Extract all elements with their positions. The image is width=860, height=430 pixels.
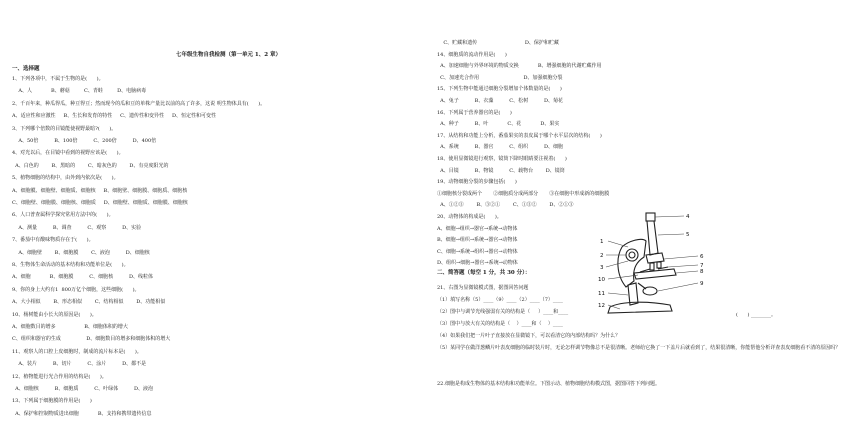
eyepiece-shape	[646, 213, 655, 221]
question-line: A、加速细胞与外界环境的物质交换 B、增强细胞的代谢贮藏作用	[437, 63, 602, 70]
diagram-label: 4	[686, 214, 690, 220]
question-line: 16、下列属于营养器官的是( )	[437, 109, 512, 116]
diagram-label: 2	[600, 253, 604, 259]
diagram-label: 7	[700, 263, 704, 269]
diagram-label: 6	[700, 254, 704, 260]
question-line: A、种子 B、叶 C、花 D、果实	[437, 121, 560, 128]
fine-knob-shape	[629, 252, 635, 258]
question-line: A、细胞数目的增多 B、细胞体积的增大	[12, 324, 128, 330]
question-line: 9、你的身上大约有1 800万亿个细胞，这些细胞( )。	[12, 286, 140, 293]
question-line: A、目镜 B、物镜 C、载物台 D、镜筒	[437, 167, 565, 174]
question-line: C、贮藏和遗传 D、保护和贮藏	[437, 40, 559, 46]
diagram-label: 5	[686, 232, 690, 238]
question-line: 22.细胞是构成生物体的基本结构和功能单位。下图示动、植物细胞结构模式图，据图回答下列问题。	[437, 381, 660, 387]
question-line: A、白色的 B、黑暗的 C、暗灰色的 D、有亮度阳光的	[12, 162, 169, 169]
question-line: 12、植物能进行光合作用的结构是( )。	[12, 373, 107, 380]
tube-shape	[647, 221, 658, 255]
diagram-label: 12	[598, 303, 605, 309]
arm-shape	[618, 239, 646, 287]
question-line: 2、千百年来，种瓜得瓜，种豆得豆；然而现今的瓜和豆的单株产量比以前的高了许多，这说 明生物体具有( )。	[12, 100, 266, 107]
question-line: 20、动物体的构成是( )。	[437, 214, 502, 220]
question-line: C、细胞壁、细胞膜、细胞核、细胞质 D、细胞壁、细胞质、细胞膜、细胞核	[12, 200, 188, 206]
question-line: C、加速光合作用 D、加强细胞分裂	[437, 74, 563, 81]
question-line: A、大小相似 B、形态相似 C、结构相似 D、功能相似	[12, 299, 166, 306]
question-line: 15、下列生物中能通过细胞分裂增加个体数量的是( )	[437, 86, 562, 93]
question-line: A、细胞核 B、细胞质 C、叶绿体 D、液泡	[12, 386, 153, 392]
question-line: B、细胞→组织→系统→器官→动物体	[437, 237, 518, 244]
microscope-diagram	[598, 211, 708, 321]
question-line: 1、下列各项中，不属于生物的是( )。	[12, 76, 104, 82]
section-heading-short-answer: 二、简答题（每空 1 分，共 30 分）：	[437, 270, 531, 276]
diagram-label: 11	[598, 291, 605, 297]
leader-line	[658, 234, 684, 235]
question-line: 5、植物细胞的结构中，由外到内依次是( )。	[12, 175, 119, 182]
question-line: （5）某同学在做洋葱鳞片叶表皮细胞的临时装片时，无论怎样调节物像总不是很清晰。老师给它换了一下盖片后就看到了，结果很清晰，你能帮他分析详查表皮细胞看不清的原因吗？	[437, 345, 841, 351]
question-line: 6、人口普查属科学探究常用方法中的( )。	[12, 212, 114, 219]
question-line: 4、对光以后，在目镜中看到的视野应该是( )。	[12, 150, 124, 157]
stage-shape	[634, 269, 676, 279]
leader-line	[664, 256, 698, 259]
question-line: 13、下列属于细胞膜的作用是( )	[12, 398, 92, 405]
question-line: A、系统 B、器官 C、组织 D、细胞	[437, 144, 563, 151]
question-line: 10、杨树能由小长大的原因是( )。	[12, 311, 97, 318]
question-line: 17、从结构和功能上分析，番茄果实的表皮属于哪个水平层次的结构( )	[437, 132, 602, 139]
question-line: 3、下列哪个倍数的目镜能使视野最暗?( )。	[12, 125, 117, 132]
question-line: 11、观察人的口腔上皮细胞时，制成的流片标本是( )。	[12, 348, 142, 355]
diagram-label: 8	[700, 269, 704, 275]
question-line: （1）填写名称（5）____（9）____（2）____（7）____	[437, 297, 563, 303]
objective-shape	[657, 262, 661, 268]
leader-line	[655, 216, 684, 217]
question-line: 14、细胞质的流动作用是( )	[437, 51, 507, 58]
question-line: A、适应性和应激性 B、生长和发育的特性 C、遗传性和变异性 D、恒定性和可变性	[12, 113, 216, 120]
question-line: A、兔子 B、衣藻 C、松树 D、菊花	[437, 98, 563, 104]
diagram-label: 10	[598, 277, 605, 283]
question-line: ①细胞核分裂成两个 ②细胞质分成两部分 ③在细胞中形成新的细胞膜	[437, 190, 610, 197]
diagram-label: 3	[600, 265, 604, 271]
question-line: A、细胞 B、细胞膜 C、细胞核 D、线粒体	[12, 274, 153, 281]
section-heading-choice: 一、选择题	[12, 66, 40, 72]
question-line: 18、使用显微镜进行观察，镜筒下降时眼睛要注视着( )	[437, 156, 567, 162]
question-line: （3）图中与放大有关的结构是（ ）____和（ ）____	[437, 321, 563, 327]
diagram-label: 1	[600, 239, 604, 245]
question-line: A、人 B、蘑菇 C、青蛙 D、电脑病毒	[12, 88, 147, 95]
diagram-label: 9	[700, 281, 704, 287]
question-line: A、装片 B、切片 C、涂片 D、都不是	[12, 361, 147, 368]
leader-line	[676, 271, 698, 273]
objective-shape	[650, 263, 654, 270]
question-line: （4）如果我们把一片叶子直接放在显微镜下，可以看清它的内部结构吗？为什么？	[437, 333, 621, 339]
question-line: 8、生物体生命活动的基本结构和功能单位是( )。	[12, 262, 129, 268]
base-shape	[608, 302, 672, 313]
question-line: A、①②③ B、③②① C、①③② D、②①③	[437, 202, 574, 209]
question-line: A、50倍 B、100倍 C、200倍 D、400倍	[12, 138, 157, 144]
page-title: 七年级生物自我检测（第一单元 1、2 章）	[176, 52, 281, 58]
question-line: 19、动物细胞分裂的步骤包括( )	[437, 179, 517, 186]
question-line: A、测量 B、调查 C、观察 D、实验	[12, 224, 142, 231]
question-line: 7、番茄中有酸味物质存在于( )。	[12, 237, 94, 244]
coarse-knob-shape	[626, 249, 638, 261]
question-line: （2）图中与调节光线强弱有关的结构是（ ）____和____	[437, 309, 569, 315]
leader-line	[606, 261, 628, 267]
question-line: 21、右图为显微镜模式图，据图回答问题	[437, 285, 529, 291]
question-line: C、细胞→系统→组织→器官→动物体	[437, 248, 518, 255]
mirror-arm-shape	[638, 283, 646, 289]
leader-line	[608, 293, 628, 295]
question-line: D、组织→细胞→器官→系统→动物体	[437, 260, 518, 267]
question-line: C、组织和器官的生成 D、细胞数目的增多和细胞体积的增大	[12, 336, 171, 343]
question-line: A、细胞膜、细胞壁、细胞质、细胞核 B、细胞壁、细胞膜、细胞质、细胞核	[12, 187, 188, 194]
answer-blank: ( ) ________。	[736, 312, 777, 318]
question-line: A、保护和控制物质进出细胞 B、支持和携带遗传信息	[12, 410, 152, 417]
leader-line	[658, 283, 698, 291]
leader-line	[668, 265, 698, 267]
question-line: A、细胞壁 B、细胞膜 C、液泡 D、细胞核	[12, 249, 150, 256]
question-line: A、细胞→组织→器官→系统→动物体	[437, 225, 518, 232]
